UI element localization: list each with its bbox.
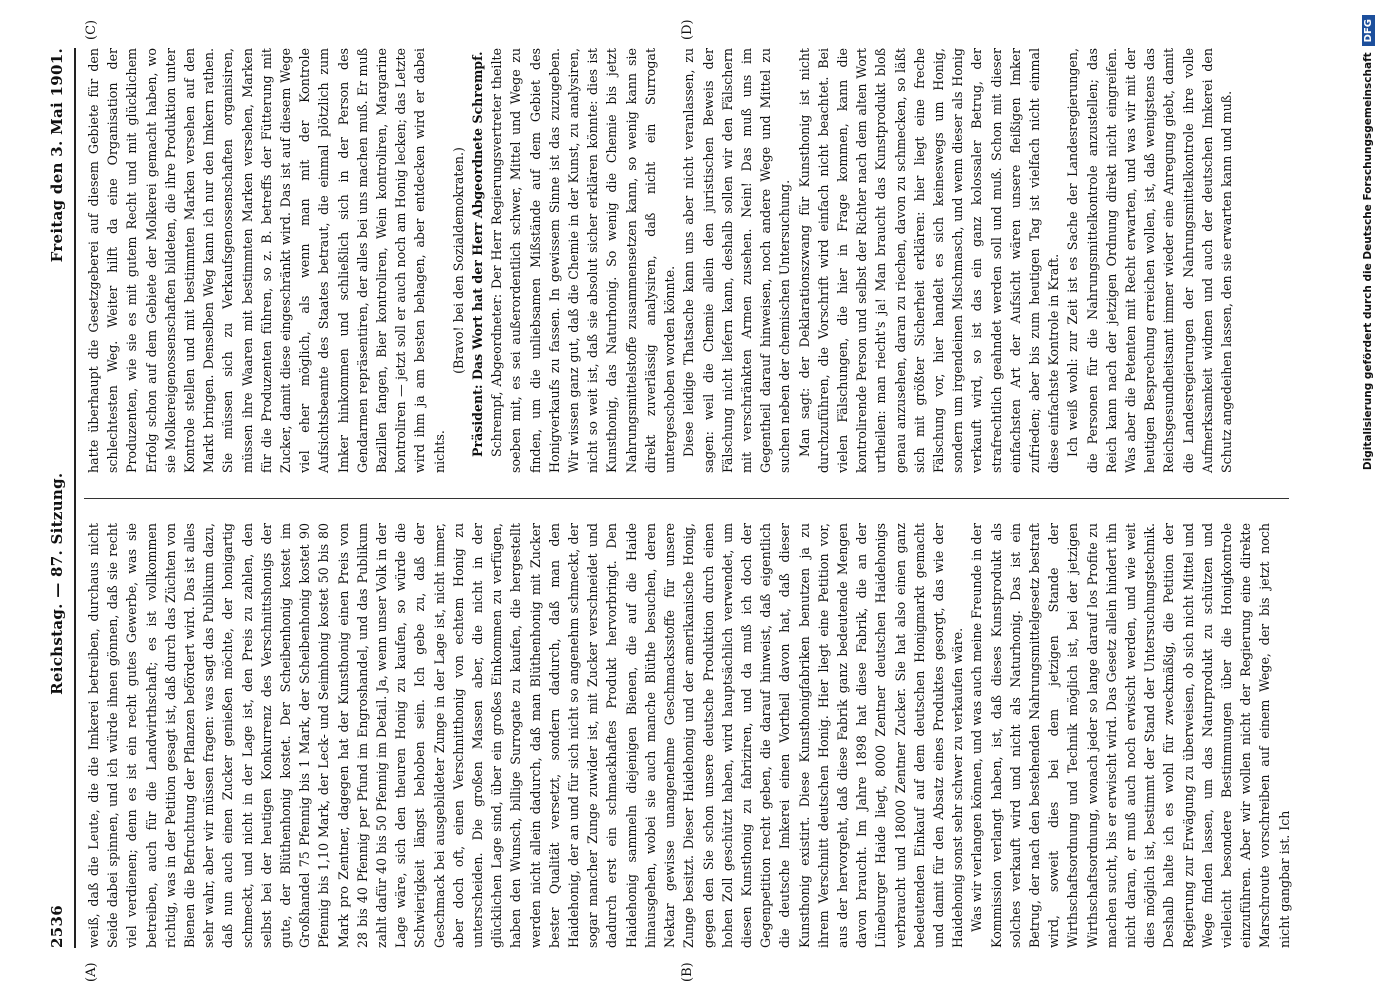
left-paragraph-2: Was wir verlangen können, und was auch meine Freunde in der Kommission verlangt haben, ist, daß dieses Kunstprodukt als solches verkauft wird und nicht als Naturhonig. Das ist ein Betrug, der nach den bestehenden Nahrungsmittelgesetz bestraft wird, soweit dies bei dem jetzigen Stande der Wirthschaftsordnung und Technik möglich ist, bei der jetzigen Wirthschaftsordnung, wonach jeder so lange darauf los Profite zu machen sucht, bis er erwischt wird. Das Gesetz allein hindert ihn nicht daran, er muß auch noch erwischt werden, und wie weit dies möglich ist, bestimmt der Stand der Untersuchungstechnik. Deshalb halte ich es wohl für zweckmäßig, die Petition der Regierung zur Erwägung zu überweisen, ob sich nicht Mittel und Wege finden lassen, um das Naturprodukt zu schützen und vielleicht besondere Bestimmungen über die Honigkontrole einzuführen. Aber wir wollen nicht der Regierung eine direkte Marschroute vorschreiben auf einem Wege, der bis jetzt noch nicht gangbar ist. Ich	[969, 523, 1292, 948]
page-header	[40, 48, 66, 948]
header-rule	[74, 48, 76, 948]
right-paragraph-1: hatte überhaupt die Gesetzgeberei auf diesem Gebiete für den schlechtesten Weg. Weiter hilft da eine Organisation der Produzenten, wie sie es mit gutem Recht und mit glücklichem Erfolg schon auf dem Gebiete der Molkerei gemacht haben, wo sie Molkereigenossenschaften bildeten, die ihre Produktion unter Kontrole stellen und mit bestimmten Marken versehen auf den Markt bringen. Denselben Weg kann ich nur den Imkern rathen. Sie müssen sich zu Verkaufsgenossenschaften organisiren, müssen ihre Waaren mit bestimmten Marken versehen, Marken für die Produzenten führen, so z. B. betreffs der Fütterung mit Zucker, damit diese eingeschränkt wird. Das ist auf diesem Wege viel eher möglich, als wenn man mit der Kontrole Aufsichtsbeamte des Staates betraut, die einmal plötzlich zum Imker hinkommen und schließlich sich in der Person des Gendarmen repräsentiren, der alles bei uns machen muß. Er muß Bazillen fangen, Bier kontroliren, Wein kontroliren, Margarine kontroliren — jetzt soll er auch noch am Honig lecken; das Letzte wird ihm ja am besten behagen, aber entdecken wird er dabei nichts.	[86, 48, 447, 473]
column-divider	[84, 498, 1289, 499]
credit-text: Digitalisierung gefördert durch die Deutsche Forschungsgemeinschaft	[1362, 52, 1374, 471]
left-column	[84, 523, 1292, 948]
dfg-logo: DFG	[1362, 15, 1375, 46]
right-paragraph-6: Man sagt: der Deklarationszwang für Kunsthonig ist nicht durchzuführen, die Vorschrift wird einfach nicht beachtet. Bei vielen Fälschungen, die hier in Frage kommen, kann die kontrolirende Person und selbst der Richter nach dem alten Wort urtheilen: man riecht's ja! Man braucht das Kunstprodukt bloß genau anzusehen, daran zu riechen, davon zu schmecken, so läßt sich mit größter Sicherheit erklären: hier liegt eine freche Fälschung vor, hier handelt es sich keineswegs um Honig, sondern um irgendeinen Mischmasch, und wenn dieser als Honig verkauft wird, so ist das ein ganz kolossaler Betrug, der strafrechtlich geahndet werden soll und muß. Schon mit dieser einfachsten Art der Aufsicht wären unsere fleißigen Imker zufrieden; aber bis zum heutigen Tag ist vielfach nicht einmal diese einfachste Kontrole in Kraft.	[796, 48, 1062, 473]
president-remark: Präsident: Das Wort hat der Herr Abgeordnete Schrempf.	[470, 51, 486, 457]
margin-marker-c: (C)	[84, 19, 99, 40]
right-paragraph-7: Ich weiß wohl: zur Zeit ist es Sache der Landesregierungen, die Personen für die Nahrungsmittelkontrole anzustellen; das Reich kann nach der jetzigen Ordnung direkt nicht eingreifen. Was aber die Petenten mit Recht erwarten, und was wir mit der heutigen Besprechung erreichen wollen, ist, daß wenigstens das Reichsgesundheitsamt immer wieder eine Anregung giebt, damit die Landesregierungen der Nahrungsmittelkontrole ihre volle Aufmerksamkeit widmen und auch der deutschen Imkerei den Schutz angedeihen lassen, den sie erwarten kann und muß.	[1065, 48, 1234, 473]
margin-marker-b: (B)	[680, 962, 695, 982]
digitization-credit	[1358, 15, 1378, 975]
right-paragraph-5: Diese leidige Thatsache kann uns aber nicht veranlassen, zu sagen: weil die Chemie allein den juristischen Beweis der Fälschung nicht liefern kann, deshalb sollen wir den Fälschern mit verschränkten Armen zusehen. Nein! Das muß uns im Gegentheil darauf hinweisen, noch andere Wege und Mittel zu suchen neben der chemischen Untersuchung.	[681, 48, 793, 473]
margin-marker-d: (D)	[680, 19, 695, 40]
right-column	[84, 48, 1289, 473]
page-number: 2536	[48, 905, 66, 948]
page-title: Reichstag. — 87. Sitzung.	[48, 472, 66, 695]
page-date: Freitag den 3. Mai 1901.	[48, 48, 66, 263]
left-paragraph-1: weiß, daß die Leute, die die Imkerei betreiben, durchaus nicht Seide dabei spinnen, und ich würde ihnen gönnen, daß sie recht viel verdienen; denn es ist ein recht gutes Gewerbe, was sie betreiben, auch für die Landwirthschaft; es ist vollkommen richtig, was in der Petition gesagt ist, daß durch das Züchten von Bienen die Befruchtung der Pflanzen befördert wird. Das ist alles sehr wahr, aber wir müssen fragen: was sagt das Publikum dazu, daß nun auch einen Zucker genießen möchte, der honigartig schmeckt, und nicht in der Lage ist, den Preis zu zahlen, den selbst bei der heutigen Konkurrenz des Verschnittshonigs der gute, der Blüthenhonig kostet. Der Scheibenhonig kostet im Großhandel 75 Pfennig bis 1 Mark, der Scheibenhonig kostet 90 Pfennig bis 1,10 Mark, der Leck- und Seimhonig kostet 50 bis 80 Mark pro Zentner, dagegen hat der Kunsthonig einen Preis von 28 bis 40 Pfennig per Pfund im Engroshandel, und das Publikum zahlt dafür 40 bis 50 Pfennig im Detail. Ja, wenn unser Volk in der Lage wäre, sich den theuren Honig zu kaufen, so würde die Schwierigkeit längst behoben sein. Ich gebe zu, daß der Geschmack bei ausgebildeter Zunge in der Lage ist, nicht immer, aber doch oft, einen Verschnitthonig von echtem Honig zu unterscheiden. Die großen Massen aber, die nicht in der glücklichen Lage sind, über ein großes Einkommen zu verfügen, haben den Wunsch, billige Surrogate zu kaufen, die hergestellt werden nicht allein dadurch, daß man Blüthenhonig mit Zucker bester Qualität versetzt, sondern dadurch, daß man den Haidehonig, der an und für sich nicht so angenehm schmeckt, der sogar mancher Zunge zuwider ist, mit Zucker verschneidet und dadurch erst ein schmackhaftes Produkt hervorbringt. Den Haidehonig sammeln diejenigen Bienen, die auf die Haide hinausgehen, wobei sie auch manche Blüthe besuchen, deren Nektar gewisse unangenehme Geschmacksstoffe für unsere Zunge besitzt. Dieser Haidehonig und der amerikanische Honig, gegen den Sie schon unsere deutsche Produktion durch einen hohen Zoll geschützt haben, wird hauptsächlich verwendet, um diesen Kunsthonig zu fabriziren, und da muß ich doch der Gegenpetition recht geben, die darauf hinweist, daß eigentlich die deutsche Imkerei einen Vortheil davon hat, daß dieser Kunsthonig existirt. Diese Kunsthonigfabriken benutzen ja zu ihrem Verschnitt deutschen Honig. Hier liegt eine Petition vor, aus der hervorgeht, daß diese Fabrik ganz bedeutende Mengen davon braucht. Im Jahre 1898 hat diese Fabrik, die an der Lüneburger Haide liegt, 8000 Zentner deutschen Haidehonigs verbraucht und 18000 Zentner Zucker. Sie hat also einen ganz bedeutenden Einkauf auf dem deutschen Honigmarkt gemacht und damit für den Absatz eines Produktes gesorgt, das wie der Haidehonig sonst sehr schwer zu verkaufen wäre.	[86, 523, 966, 948]
document-sheet	[40, 19, 1295, 982]
speaker-paragraph: Schrempf, Abgeordneter: Der Herr Regierungsvertreter theilte soeben mit, es sei außerordentlich schwer, Mittel und Wege zu finden, um die unliebsamen Mißstände auf dem Gebiet des Honigverkaufs zu fassen. In gewissem Sinne ist das zuzugeben. Wir wissen ganz gut, daß die Chemie in der Kunst, zu analysiren, nicht so weit ist, daß sie absolut sicher erklären könnte: dies ist Kunsthonig, das Naturhonig. So wenig die Chemie bis jetzt Nahrungsmittelstoffe zusammensetzen kann, so wenig kann sie direkt zuverlässig analysiren, daß nicht ein Surrogat untergeschoben worden könnte.	[489, 48, 678, 473]
applause-note: (Bravo! bei den Sozialdemokraten.)	[450, 147, 466, 374]
margin-marker-a: (A)	[84, 962, 99, 982]
